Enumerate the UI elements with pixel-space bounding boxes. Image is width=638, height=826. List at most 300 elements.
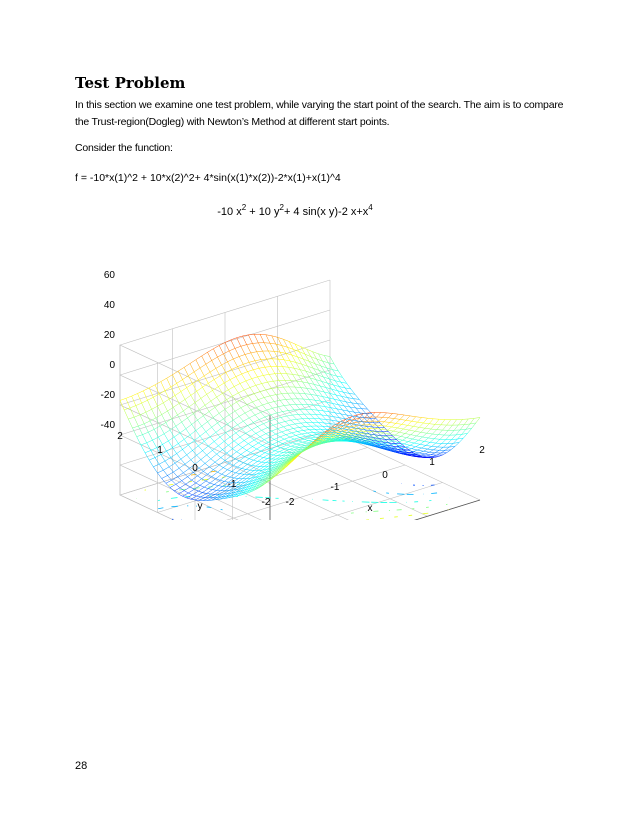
mesh-line [417, 432, 421, 436]
mesh-line [405, 430, 409, 433]
mesh-line [183, 469, 189, 473]
mesh-line [254, 437, 260, 440]
mesh-line [426, 442, 430, 445]
mesh-line [426, 445, 432, 446]
x-tick-label: -2 [285, 497, 295, 508]
mesh-line [304, 414, 308, 418]
mesh-line [316, 414, 320, 418]
mesh-line [238, 467, 242, 468]
contour-segment [169, 484, 174, 485]
mesh-line [211, 459, 215, 462]
mesh-line [246, 430, 252, 433]
mesh-line [418, 440, 424, 441]
mesh-line [303, 441, 309, 443]
mesh-line [156, 415, 162, 418]
mesh-line [384, 418, 388, 422]
mesh-line [206, 481, 210, 483]
mesh-line [334, 364, 338, 371]
mesh-line [223, 419, 227, 424]
mesh-line [201, 493, 207, 496]
mesh-line [439, 447, 443, 450]
mesh-line [208, 489, 212, 490]
mesh-line [250, 433, 256, 436]
mesh-line [295, 445, 301, 447]
mesh-line [148, 432, 152, 440]
mesh-line [318, 423, 322, 427]
mesh-line [274, 400, 280, 401]
mesh-line [151, 450, 155, 457]
mesh-line [204, 487, 208, 488]
mesh-line [408, 450, 414, 451]
mesh-line [200, 485, 204, 487]
mesh-line [433, 447, 437, 450]
mesh-line [266, 431, 272, 434]
mesh-line [141, 443, 147, 445]
mesh-line [171, 383, 177, 387]
mesh-line [213, 349, 217, 357]
mesh-line [392, 423, 396, 427]
mesh-line [280, 400, 284, 405]
mesh-line [274, 437, 280, 440]
mesh-line [423, 437, 429, 438]
mesh-line [278, 442, 282, 444]
mesh-line [203, 471, 207, 474]
mesh-line [246, 381, 250, 388]
mesh-line [238, 364, 244, 366]
mesh-line [304, 439, 308, 440]
mesh-line [358, 404, 362, 409]
x-tick-label: -1 [330, 482, 340, 493]
mesh-line [270, 395, 276, 396]
mesh-line [218, 387, 222, 394]
mesh-line [259, 367, 265, 368]
mesh-line [229, 351, 233, 359]
mesh-line [143, 391, 147, 400]
mesh-line [286, 433, 292, 435]
mesh-line [214, 376, 220, 380]
mesh-line [144, 424, 148, 432]
mesh-line [308, 441, 312, 442]
mesh-line [267, 408, 273, 410]
mesh-line [228, 441, 234, 445]
mesh-line [222, 424, 228, 428]
mesh-line [418, 450, 424, 451]
mesh-line [288, 439, 294, 441]
mesh-line [278, 387, 284, 388]
mesh-line [253, 460, 257, 461]
mesh-line [230, 377, 236, 380]
mesh-line [264, 396, 270, 398]
mesh-line [228, 390, 232, 396]
mesh-line [146, 409, 152, 412]
mesh-line [399, 432, 405, 433]
mesh-line [285, 446, 291, 449]
mesh-line [242, 372, 248, 374]
mesh-line [312, 435, 316, 437]
mesh-line [188, 441, 194, 445]
mesh-line [418, 437, 422, 440]
mesh-line [363, 404, 367, 409]
mesh-line [204, 372, 210, 376]
mesh-line [253, 370, 257, 377]
mesh-line [187, 388, 191, 396]
mesh-line [159, 461, 165, 464]
mesh-line [206, 427, 212, 431]
mesh-line [223, 450, 227, 453]
z-tick-label: 0 [109, 360, 115, 371]
mesh-line [212, 423, 218, 427]
mesh-line [161, 382, 165, 391]
mesh-line [276, 395, 280, 401]
mesh-line [199, 463, 205, 468]
z-tick-label: 60 [103, 270, 115, 281]
mesh-line [266, 434, 270, 437]
mesh-line [389, 431, 393, 434]
mesh-line [215, 407, 219, 413]
mesh-line [143, 388, 149, 391]
mesh-line [241, 454, 245, 456]
mesh-line [297, 381, 303, 382]
mesh-line [448, 439, 452, 443]
mesh-line [223, 354, 227, 362]
mesh-line [213, 486, 219, 490]
mesh-line [367, 417, 371, 421]
mesh-line [271, 413, 277, 415]
mesh-line [201, 398, 205, 405]
mesh-line [165, 391, 169, 400]
mesh-line [148, 400, 152, 409]
mesh-line [324, 355, 330, 356]
mesh-line [425, 428, 431, 429]
mesh-line [408, 425, 414, 426]
mesh-line [265, 453, 269, 454]
mesh-line [391, 438, 397, 439]
mesh-line [244, 437, 250, 441]
mesh-line [188, 372, 194, 376]
mesh-line [411, 435, 417, 436]
mesh-line [213, 413, 219, 417]
mesh-line [130, 408, 134, 417]
mesh-line [422, 445, 426, 448]
mesh-line [247, 345, 251, 353]
mesh-line [388, 418, 394, 419]
mesh-line [230, 437, 234, 441]
mesh-line [180, 429, 186, 433]
mesh-line [207, 390, 213, 394]
mesh-line [259, 453, 265, 457]
mesh-line [414, 440, 418, 443]
mesh-line [190, 360, 196, 364]
mesh-line [217, 397, 221, 403]
mesh-line [233, 359, 237, 367]
mesh-line [203, 451, 207, 455]
mesh-line [181, 392, 185, 400]
mesh-line [173, 371, 179, 375]
mesh-line [384, 422, 390, 423]
mesh-line [210, 437, 214, 442]
intro-paragraph: In this section we examine one test problem, while varying the start point of the search. The aim is to compare the Trust-region(Dogleg) with Newton’s Method at different start points. [75, 99, 564, 128]
mesh-line [298, 399, 302, 404]
mesh-line [214, 437, 220, 441]
mesh-line [167, 375, 173, 379]
mesh-line [204, 483, 210, 487]
mesh-line [295, 424, 299, 427]
mesh-line [120, 398, 126, 400]
mesh-line [321, 429, 325, 432]
mesh-line [233, 449, 237, 452]
mesh-line [200, 432, 206, 436]
mesh-line [421, 454, 425, 455]
mesh-line [437, 425, 441, 430]
mesh-line [186, 424, 192, 428]
mesh-line [429, 450, 433, 452]
mesh-line [164, 434, 168, 441]
mesh-line [149, 458, 155, 460]
mesh-line [264, 398, 268, 404]
mesh-line [268, 381, 274, 382]
mesh-line [146, 412, 150, 421]
mesh-line [186, 429, 190, 435]
mesh-line [425, 452, 429, 454]
mesh-line [310, 414, 314, 418]
mesh-line [419, 453, 425, 454]
mesh-line [276, 432, 282, 434]
mesh-line [267, 359, 271, 367]
mesh-line [244, 390, 248, 396]
mesh-line [298, 441, 302, 442]
mesh-line [278, 439, 284, 441]
mesh-line [206, 364, 210, 372]
mesh-line [272, 389, 276, 395]
mesh-line [226, 471, 232, 475]
mesh-line [143, 435, 147, 443]
mesh-line [413, 439, 419, 440]
mesh-line [184, 364, 190, 368]
mesh-line [441, 420, 445, 425]
mesh-line [301, 388, 307, 389]
mesh-line [273, 381, 279, 382]
mesh-line [210, 479, 216, 483]
mesh-line [245, 353, 251, 355]
function-formula: f = -10*x(1)^2 + 10*x(2)^2+ 4*sin(x(1)*x(2))-2*x(1)+x(1)^4 [75, 172, 341, 184]
mesh-line [261, 451, 265, 453]
mesh-line [253, 368, 259, 370]
mesh-line [419, 451, 423, 453]
mesh-line [260, 334, 264, 343]
mesh-line [212, 357, 218, 360]
mesh-line [283, 367, 289, 368]
mesh-line [292, 399, 296, 404]
mesh-line [315, 429, 319, 432]
mesh-line [430, 439, 434, 443]
mesh-line [388, 413, 392, 417]
mesh-line [164, 430, 170, 434]
mesh-line [216, 428, 222, 432]
mesh-line [220, 376, 224, 383]
mesh-line [252, 427, 258, 430]
mesh-line [303, 419, 307, 423]
mesh-line [236, 473, 240, 474]
mesh-line [263, 454, 269, 458]
mesh-line [311, 426, 315, 429]
mesh-line [234, 387, 238, 393]
mesh-line [421, 432, 427, 433]
mesh-line [214, 485, 218, 486]
mesh-line [163, 399, 169, 403]
mesh-line [161, 378, 167, 381]
mesh-line [284, 406, 288, 411]
mesh-line [376, 429, 382, 430]
mesh-line [257, 352, 261, 360]
mesh-line [210, 368, 216, 372]
mesh-line [163, 441, 169, 445]
mesh-line [228, 387, 234, 390]
mesh-line [158, 470, 164, 473]
mesh-line [184, 367, 188, 375]
mesh-line [196, 483, 200, 485]
mesh-line [293, 415, 297, 419]
mesh-line [308, 418, 312, 422]
mesh-line [297, 419, 303, 420]
mesh-line [218, 354, 224, 357]
mesh-line [428, 438, 434, 439]
mesh-line [234, 474, 240, 478]
mesh-line [217, 454, 221, 457]
mesh-line [447, 420, 451, 425]
mesh-line [298, 431, 302, 434]
mesh-line [272, 429, 278, 431]
mesh-line [309, 399, 315, 400]
mesh-line [424, 438, 428, 441]
mesh-line [153, 440, 157, 447]
mesh-line [223, 351, 229, 354]
mesh-line [235, 346, 241, 348]
mesh-line [398, 428, 404, 429]
mesh-line [256, 462, 262, 466]
mesh-line [259, 417, 265, 420]
mesh-line [187, 450, 193, 454]
mesh-line [423, 451, 429, 452]
y-tick-label: -1 [227, 479, 237, 490]
mesh-line [239, 461, 243, 463]
mesh-line [395, 435, 401, 436]
mesh-line [431, 453, 435, 455]
mesh-line [279, 423, 283, 427]
mesh-line [133, 428, 137, 437]
mesh-line [287, 416, 291, 420]
mesh-line [237, 402, 241, 408]
mesh-line [422, 448, 428, 449]
mesh-line [388, 427, 392, 430]
mesh-line [301, 445, 305, 446]
mesh-line [197, 496, 201, 497]
mesh-line [258, 377, 262, 384]
mesh-line [227, 396, 233, 399]
mesh-line [168, 411, 172, 419]
mesh-line [281, 374, 285, 381]
mesh-line [184, 487, 190, 491]
mesh-line [298, 414, 302, 418]
mesh-line [397, 439, 403, 440]
mesh-line [268, 425, 274, 427]
mesh-line [270, 343, 276, 344]
mesh-line [257, 407, 261, 412]
mesh-line [237, 452, 241, 455]
mesh-line [278, 388, 282, 394]
mesh-line [407, 438, 413, 439]
mesh-line [263, 424, 267, 428]
mesh-line [226, 433, 230, 437]
mesh-line [396, 423, 402, 424]
mesh-line [208, 380, 214, 384]
mesh-line [282, 394, 286, 400]
plot-axes-grid [120, 280, 480, 520]
mesh-line [398, 424, 402, 428]
mesh-line [303, 430, 309, 431]
mesh-line [254, 334, 258, 343]
mesh-line [280, 437, 284, 439]
mesh-line [225, 406, 231, 410]
mesh-line [416, 447, 422, 448]
mesh-line [263, 421, 269, 423]
mesh-line [180, 484, 186, 488]
mesh-line [296, 434, 302, 435]
mesh-line [229, 411, 235, 415]
mesh-line [231, 406, 235, 412]
mesh-line [393, 431, 399, 432]
mesh-line [249, 362, 253, 369]
contour-segment [422, 513, 428, 514]
mesh-line [228, 362, 232, 370]
mesh-line [247, 447, 253, 451]
mesh-line [174, 488, 180, 491]
mesh-line [252, 379, 256, 386]
mesh-line [216, 432, 220, 437]
mesh-line [209, 411, 213, 417]
mesh-line [295, 423, 301, 424]
x-tick-label: 0 [382, 470, 388, 481]
mesh-line [234, 437, 240, 441]
section-title: Test Problem [75, 74, 186, 92]
mesh-line [177, 380, 183, 384]
mesh-line [182, 422, 186, 429]
mesh-line [330, 357, 334, 364]
mesh-line [292, 431, 298, 432]
mesh-line [177, 454, 181, 460]
mesh-line [213, 490, 217, 491]
mesh-line [190, 364, 194, 372]
mesh-line [244, 441, 248, 444]
mesh-line [229, 348, 235, 351]
mesh-line [299, 427, 303, 430]
mesh-line [218, 486, 222, 487]
mesh-line [394, 414, 398, 418]
mesh-line [158, 434, 164, 437]
mesh-line [197, 451, 203, 456]
mesh-line [194, 372, 198, 380]
mesh-line [271, 449, 275, 450]
mesh-line [268, 428, 272, 431]
mesh-line [201, 460, 205, 464]
mesh-line [263, 374, 269, 375]
mesh-line [198, 491, 202, 492]
mesh-line [415, 427, 419, 431]
mesh-line [202, 426, 206, 432]
mesh-line [261, 412, 265, 417]
mesh-line [264, 437, 270, 440]
mesh-line [282, 432, 286, 435]
mesh-line [410, 445, 416, 446]
